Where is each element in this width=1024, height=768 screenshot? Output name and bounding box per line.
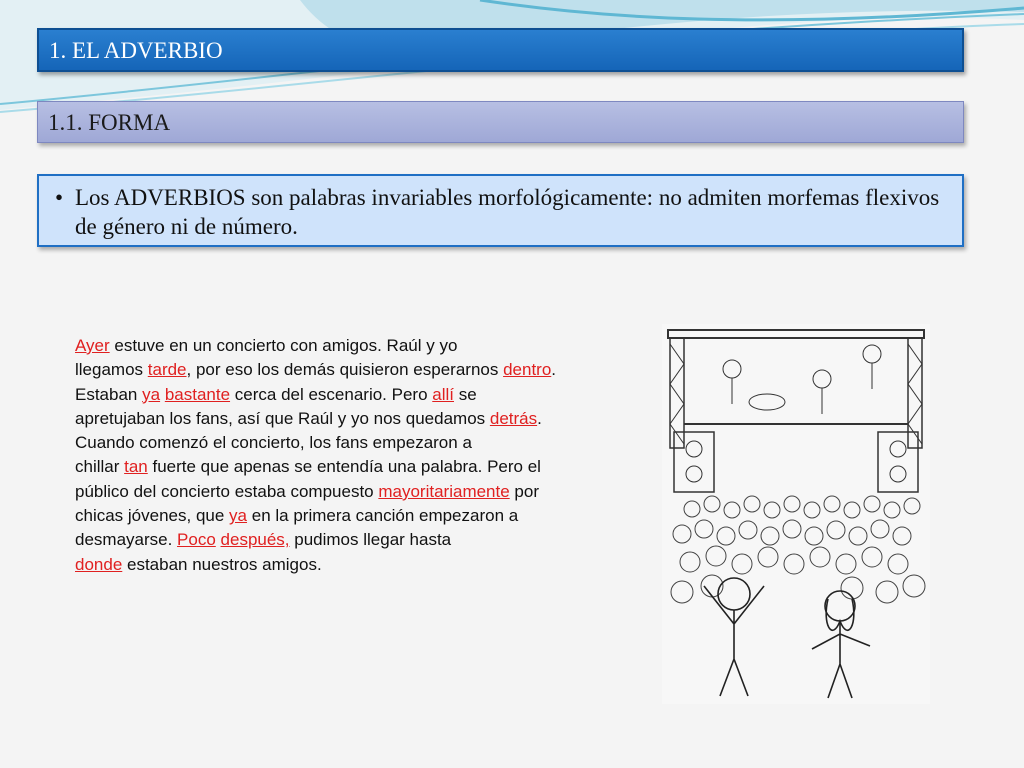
adverb-highlight: ya	[142, 384, 161, 404]
story-line	[75, 431, 650, 455]
story-text: se	[454, 384, 477, 404]
adverb-highlight: tarde	[147, 360, 187, 380]
adverb-highlight: tan	[124, 457, 148, 477]
adverb-highlight: donde	[75, 554, 123, 574]
story-line	[75, 504, 650, 528]
slide-title-bar	[37, 28, 964, 72]
adverb-highlight: bastante	[164, 384, 231, 404]
story-text: cerca del escenario. Pero	[230, 384, 433, 404]
story-text: desmayarse.	[75, 530, 178, 550]
story-line	[75, 334, 650, 358]
story-text: .	[551, 360, 557, 380]
adverb-highlight: mayoritariamente	[378, 481, 510, 501]
story-text: pudimos llegar hasta	[289, 530, 452, 550]
story-line	[75, 407, 650, 431]
story-text: Estaban	[75, 384, 143, 404]
story-paragraph	[75, 334, 650, 577]
story-text: llegamos	[75, 360, 148, 380]
definition-text: Los ADVERBIOS son palabras invariables morfológicamente: no admiten morfemas flexivos de género ni de número.	[75, 185, 940, 239]
story-text: , por eso los demás quisieron esperarnos	[186, 360, 504, 380]
adverb-highlight: Poco	[177, 530, 216, 550]
story-text: apretujaban los fans, así que Raúl y yo nos quedamos	[75, 408, 490, 428]
story-text: chillar	[75, 457, 125, 477]
concert-crowd-illustration	[662, 324, 930, 704]
story-line	[75, 383, 650, 407]
story-text: público del concierto estaba compuesto	[75, 481, 379, 501]
section-subtitle: 1.1. FORMA	[48, 110, 171, 135]
story-line	[75, 528, 650, 552]
adverb-highlight: allí	[432, 384, 454, 404]
slide-title: 1. EL ADVERBIO	[49, 38, 223, 63]
story-line	[75, 480, 650, 504]
definition-box	[37, 174, 964, 247]
story-text: estuve en un concierto con amigos. Raúl y yo	[109, 336, 458, 355]
story-text: chicas jóvenes, que	[75, 506, 230, 526]
adverb-highlight: detrás	[489, 408, 538, 428]
adverb-highlight: dentro	[503, 360, 552, 380]
adverb-highlight: después,	[220, 530, 290, 550]
story-line	[75, 455, 650, 479]
bullet-marker: •	[55, 185, 64, 210]
story-text: en la primera canción empezaron a	[247, 506, 519, 526]
adverb-highlight: Ayer	[75, 336, 110, 355]
story-line	[75, 553, 650, 577]
adverb-highlight: ya	[229, 506, 248, 526]
story-text: .	[537, 408, 542, 428]
section-subtitle-bar	[37, 101, 964, 143]
story-text: fuerte que apenas se entendía una palabra. Pero el	[147, 457, 541, 477]
story-text: Cuando comenzó el concierto, los fans empezaron a	[75, 433, 472, 453]
story-text: por	[509, 481, 539, 501]
story-text: estaban nuestros amigos.	[122, 554, 322, 574]
story-line	[75, 358, 650, 382]
